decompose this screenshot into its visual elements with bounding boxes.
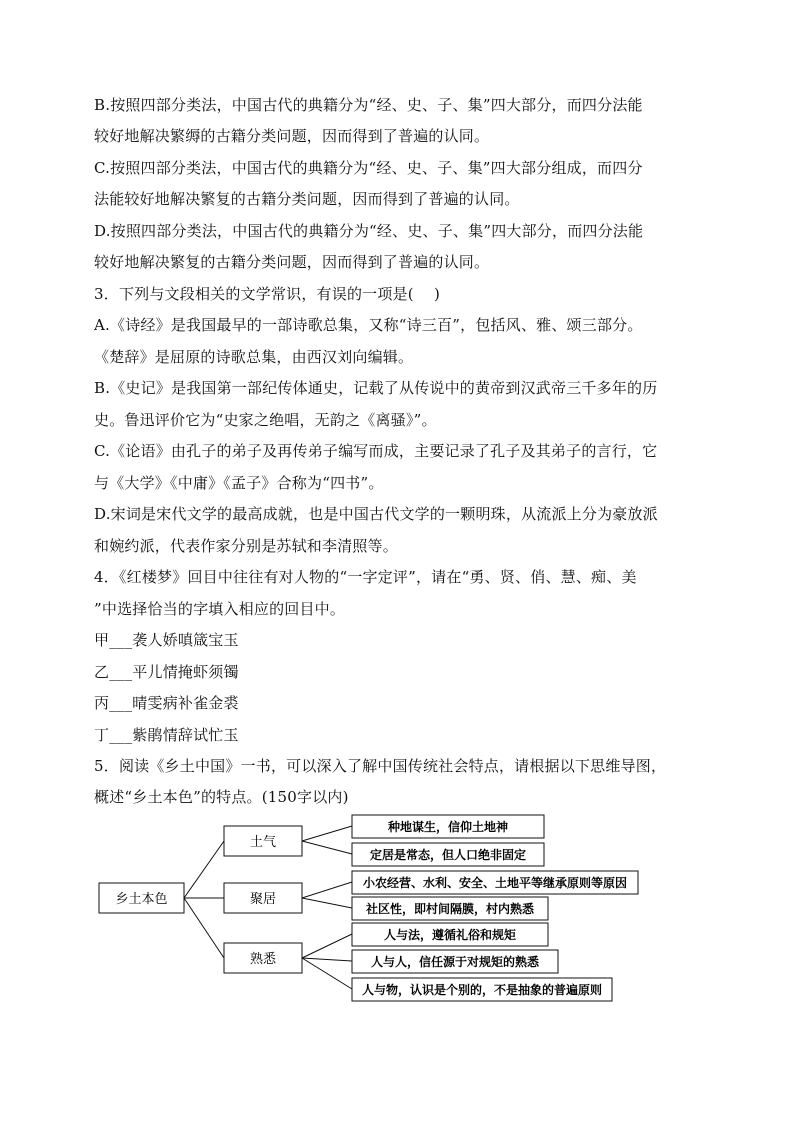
branch-tuqi	[224, 826, 302, 856]
branch-label: 聚居	[249, 892, 277, 907]
q3-option-b-line-1: B.《史记》是我国第一部纪传体通史，记载了从传说中的黄帝到汉武帝三千多年的历	[94, 379, 658, 397]
leaf-label: 人与物，认识是个别的，不是抽象的普遍原则	[361, 983, 603, 997]
branch-label: 熟悉	[249, 952, 277, 967]
leaf	[352, 815, 544, 838]
blank-bing: 丙___晴雯病补雀金裘	[94, 694, 239, 712]
leaf-label: 社区性，即村间隔膜，村内熟悉	[365, 902, 535, 916]
leaf	[352, 950, 558, 973]
option-c-line-2: 法能较好地解决繁复的古籍分类问题，因而得到了普遍的认同。	[94, 190, 520, 208]
leaf-label: 小农经营、水利、安全、土地平等继承原则等原因	[362, 876, 628, 890]
leaf	[352, 923, 548, 946]
leaf	[352, 871, 638, 894]
branch-juju	[224, 883, 302, 913]
q3-option-c-line-1: C.《论语》由孔子的弟子及再传弟子编写而成，主要记录了孔子及其弟子的言行，它	[94, 442, 658, 460]
q3-option-d-line-2: 和婉约派，代表作家分别是苏轼和李清照等。	[94, 537, 399, 555]
question-4-line-2: ”中选择恰当的字填入相应的回目中。	[94, 600, 346, 618]
q3-option-a-line-2: 《楚辞》是屈原的诗歌总集，由西汉刘向编辑。	[94, 348, 414, 366]
leaf-label: 种地谋生，信仰土地神	[387, 820, 509, 834]
question-5-line-2: 概述“乡土本色”的特点。(150字以内)	[94, 788, 349, 806]
branch-label: 土气	[249, 835, 277, 850]
blank-ding: 丁___紫鹃情辞试忙玉	[94, 726, 239, 744]
branch-shuxi	[224, 943, 302, 973]
option-d-line-1: D.按照四部分类法，中国古代的典籍分为“经、史、子、集”四大部分，而四分法能	[94, 222, 644, 240]
mind-map-root	[99, 883, 184, 913]
question-3: 3．下列与文段相关的文学常识，有误的一项是( )	[94, 285, 441, 303]
question-4-line-1: 4．《红楼梦》回目中往往有对人物的“一字定评”，请在“勇、贤、俏、慧、痴、美	[94, 568, 637, 586]
option-b-line-2: 较好地解决繁缛的古籍分类问题，因而得到了普遍的认同。	[94, 127, 490, 145]
leaf	[352, 897, 548, 920]
leaf	[352, 843, 544, 866]
option-d-line-2: 较好地解决繁复的古籍分类问题，因而得到了普遍的认同。	[94, 253, 490, 271]
leaf	[352, 978, 612, 1001]
question-5-line-1: 5．阅读《乡土中国》一书，可以深入了解中国传统社会特点，请根据以下思维导图，	[94, 757, 667, 775]
blank-jia: 甲___袭人娇嗔箴宝玉	[94, 631, 239, 649]
option-b-line-1: B.按照四部分类法，中国古代的典籍分为“经、史、子、集”四大部分，而四分法能	[94, 96, 643, 114]
q3-option-c-line-2: 与《大学》《中庸》《孟子》合称为“四书”。	[94, 474, 384, 492]
leaf-label: 定居是常态，但人口绝非固定	[369, 848, 527, 862]
option-c-line-1: C.按照四部分类法，中国古代的典籍分为“经、史、子、集”四大部分组成，而四分	[94, 159, 643, 177]
leaf-label: 人与人，信任源于对规矩的熟悉	[370, 955, 540, 969]
q3-option-a-line-1: A.《诗经》是我国最早的一部诗歌总集，又称“诗三百”，包括风、雅、颂三部分。	[94, 316, 643, 334]
blank-yi: 乙___平儿情掩虾须镯	[94, 663, 239, 681]
q3-option-b-line-2: 史。鲁迅评价它为“史家之绝唱，无韵之《离骚》”。	[94, 411, 437, 429]
leaf-label: 人与法，遵循礼俗和规矩	[383, 928, 517, 942]
root-label: 乡土本色	[115, 892, 168, 907]
q3-option-d-line-1: D.宋词是宋代文学的最高成就，也是中国古代文学的一颗明珠，从流派上分为豪放派	[94, 505, 658, 523]
